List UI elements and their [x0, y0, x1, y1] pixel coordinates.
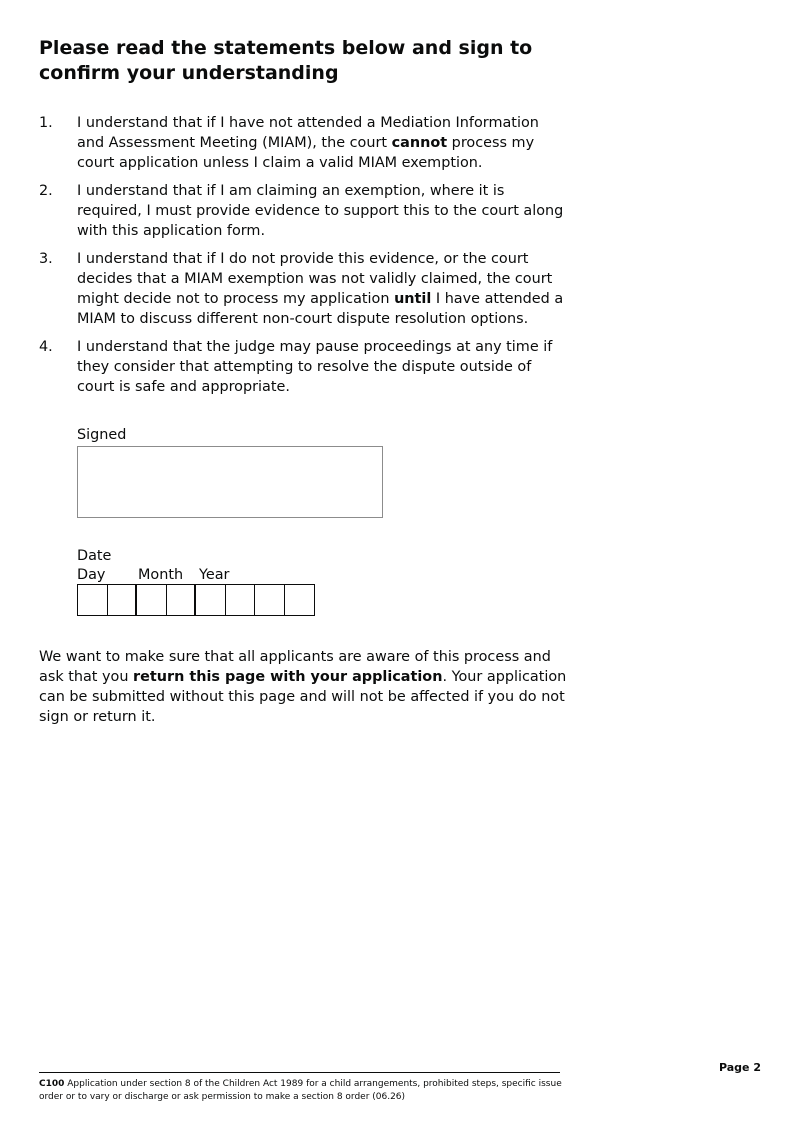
month-label: Month [138, 567, 184, 583]
month-digit-2-box[interactable] [167, 585, 197, 615]
year-digit-1-box[interactable] [196, 585, 226, 615]
statement-item [39, 113, 569, 173]
form-description: Application under section 8 of the Children Act 1989 for a child arrangements, prohibited steps, specific issue order or to vary or discharge or ask permission to make a section 8 order (06.26) [39, 1079, 562, 1102]
statement-text-end: process my court application unless I claim a valid MIAM exemption. [77, 135, 535, 171]
page-heading: Please read the statements below and sign to confirm your understanding [39, 37, 533, 84]
closing-emphasis: return this page with your application [133, 669, 443, 685]
statement-text: I understand that if I am claiming an exemption, where it is required, I must provide evidence to support this to the court along with this application form. [77, 183, 564, 239]
signature-field[interactable] [77, 446, 383, 518]
signed-label: Signed [77, 427, 127, 443]
year-digit-4-box[interactable] [285, 585, 315, 615]
statement-emphasis: until [394, 291, 432, 307]
date-field [77, 584, 315, 616]
statement-text: I understand that if I have not attended a Mediation Information and Assessment Meeting (MIAM), the court [77, 115, 539, 151]
year-digit-2-box[interactable] [226, 585, 256, 615]
statement-item [39, 181, 569, 241]
form-code: C100 [39, 1079, 65, 1089]
date-label: Date [77, 548, 112, 564]
statement-item [39, 337, 569, 397]
statements-list [39, 113, 569, 405]
statement-number: 4. [39, 339, 53, 355]
statement-text-end: I have attended a MIAM to discuss different non-court dispute resolution options. [77, 291, 564, 327]
statement-text: I understand that if I do not provide this evidence, or the court decides that a MIAM exemption was not validly claimed, the court might decide not to process my application [77, 251, 553, 307]
day-digit-1-box[interactable] [78, 585, 108, 615]
year-label: Year [199, 567, 230, 583]
statement-text: I understand that the judge may pause proceedings at any time if they consider that attempting to resolve the dispute outside of court is safe and appropriate. [77, 339, 553, 395]
statement-item [39, 249, 569, 329]
statement-number: 2. [39, 183, 53, 199]
statement-number: 1. [39, 115, 53, 131]
footer-text [39, 1078, 569, 1104]
closing-text-end: . Your application can be submitted without this page and will not be affected if you do not sign or return it. [39, 669, 567, 725]
month-digit-1-box[interactable] [137, 585, 167, 615]
statement-number: 3. [39, 251, 53, 267]
page-number: Page 2 [718, 1061, 761, 1074]
statement-emphasis: cannot [391, 135, 448, 151]
closing-text: We want to make sure that all applicants are aware of this process and ask that you [39, 649, 551, 685]
footer-divider [39, 1072, 560, 1073]
day-digit-2-box[interactable] [108, 585, 138, 615]
year-digit-3-box[interactable] [255, 585, 285, 615]
closing-paragraph [39, 647, 569, 727]
day-label: Day [77, 567, 106, 583]
